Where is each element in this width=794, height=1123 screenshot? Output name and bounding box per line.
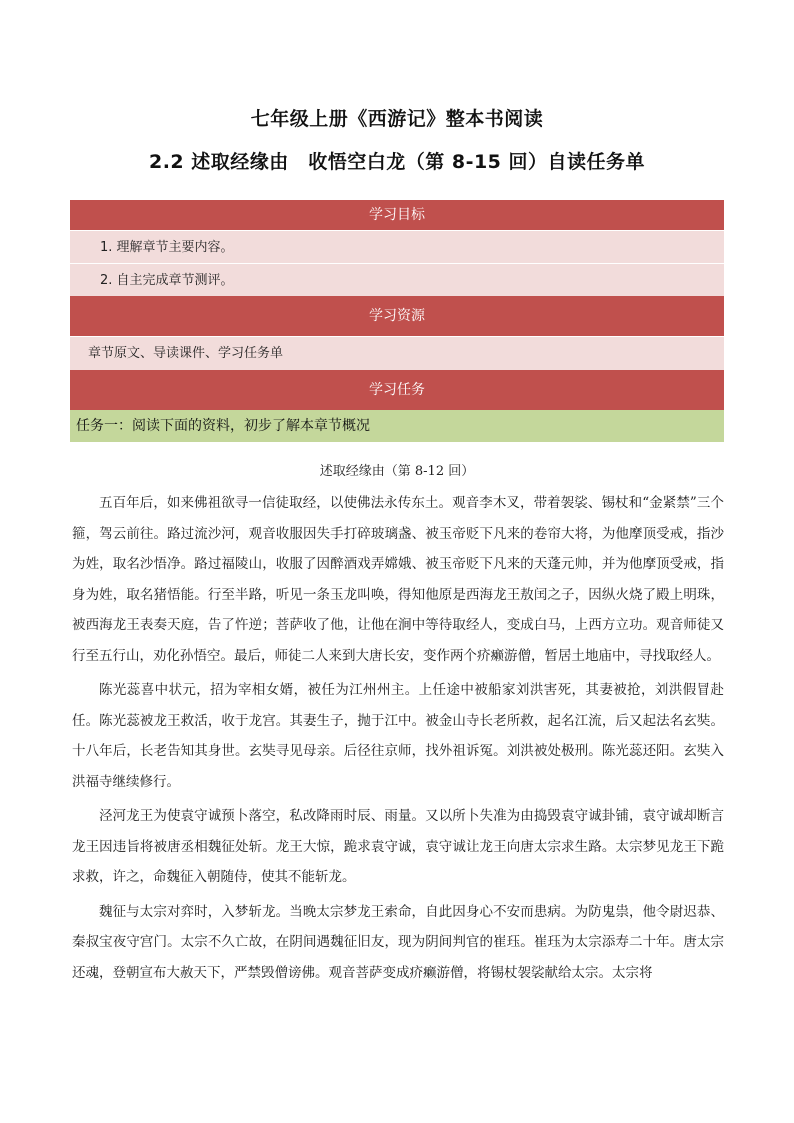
document-subtitle: 2.2 述取经缘由 收悟空白龙（第 8-15 回）自读任务单 — [148, 151, 646, 173]
goal-item-1: 1. 理解章节主要内容。 — [70, 230, 724, 263]
reading-paragraph-2: 陈光蕊喜中状元，招为宰相女婿，被任为江州州主。上任途中被船家刘洪害死，其妻被抢，刘洪假冒赴任。陈光蕊被龙王救活，收于龙宫。其妻生子，抛于江中。被金山寺长老所救，起名江流，后又起法名玄奘。十八年后，长老告知其身世。玄奘寻见母亲。后径往京师，找外祖诉冤。刘洪被处极刑。陈光蕊还阳。玄奘入洪福寺继续修行。 — [72, 682, 724, 790]
reading-paragraph-3: 泾河龙王为使袁守诚预卜落空，私改降雨时辰、雨量。又以所卜失准为由捣毁袁守诚卦铺，袁守诚却断言龙王因违旨将被唐丞相魏征处斩。龙王大惊，跪求袁守诚，袁守诚让龙王向唐太宗求生路。太宗梦见龙王下跪求救，许之，命魏征入朝随侍，使其不能斩龙。 — [72, 808, 724, 885]
reading-paragraph-4: 魏征与太宗对弈时，入梦斩龙。当晚太宗梦龙王索命，自此因身心不安而患病。为防鬼祟，他令尉迟恭、秦叔宝夜守宫门。太宗不久亡故，在阴间遇魏征旧友，现为阴间判官的崔珏。崔珏为太宗添寿二十年。唐太宗还魂，登朝宣布大赦天下，严禁毁僧谤佛。观音菩萨变成疥癞游僧，将锡杖袈裟献给太宗。太宗将 — [72, 903, 724, 981]
task-table — [70, 200, 724, 442]
resources-header: 学习资源 — [70, 296, 724, 336]
reading-body — [72, 488, 724, 992]
task-one-row: 任务一：阅读下面的资料，初步了解本章节概况 — [70, 410, 724, 442]
resources-content: 章节原文、导读课件、学习任务单 — [70, 336, 724, 370]
reading-paragraph-1: 五百年后，如来佛祖欲寻一信徒取经，以使佛法永传东土。观音李木叉，带着袈裟、锡杖和“金紧禁”三个箍，驾云前往。路过流沙河，观音收服因失手打碎玻璃盏、被玉帝贬下凡来的卷帘大将，为他摩顶受戒，指沙为姓，取名沙悟净。路过福陵山，收服了因醉酒戏弄嫦娥、被玉帝贬下凡来的天蓬元帅，并为他摩顶受戒，指身为姓，取名猪悟能。行至半路，听见一条玉龙叫唤，得知他原是西海龙王敖闰之子，因纵火烧了殿上明珠，被西海龙王表奏天庭，告了忤逆；菩萨收了他，让他在涧中等待取经人，变成白马，上西方立功。观音师徒又行至五行山，劝化孙悟空。最后，师徒二人来到大唐长安，变作两个疥癞游僧，暂居土地庙中，寻找取经人。 — [72, 495, 724, 664]
document-title: 七年级上册《西游记》整本书阅读 — [250, 108, 544, 130]
goals-header: 学习目标 — [70, 200, 724, 230]
reading-title: 述取经缘由（第 8-12 回） — [319, 464, 475, 479]
goal-item-2: 2. 自主完成章节测评。 — [70, 263, 724, 296]
tasks-header: 学习任务 — [70, 370, 724, 410]
